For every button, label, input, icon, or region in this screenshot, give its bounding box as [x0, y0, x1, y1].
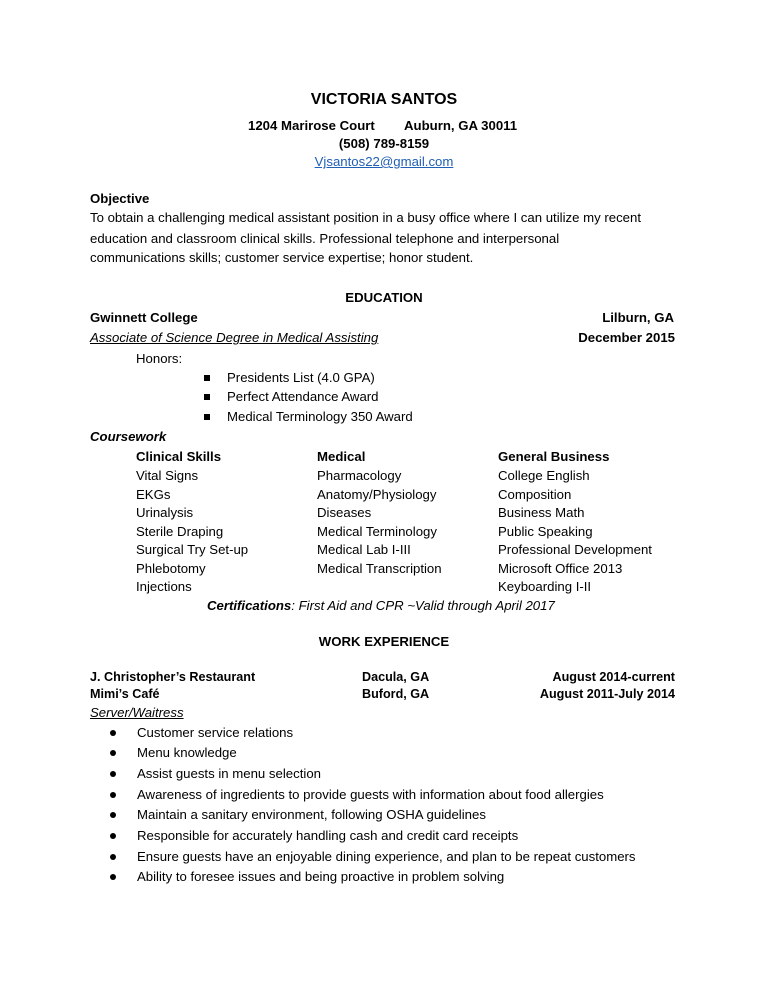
honor-item [204, 369, 375, 388]
address-city: Auburn, GA 30011 [404, 118, 518, 133]
honor-item [204, 408, 413, 427]
employment-dates: August 2011-July 2014 [539, 687, 675, 701]
square-bullet-icon [204, 375, 210, 381]
bullet-icon [110, 771, 116, 777]
duty-text: Customer service relations [137, 725, 294, 740]
bullet-icon [110, 812, 116, 818]
employment-dates: August 2014-current [552, 670, 675, 684]
duty-item [110, 827, 518, 846]
honors-label: Honors: [136, 351, 183, 366]
school-location: Lilburn, GA [602, 310, 674, 325]
course-item: Diseases [317, 505, 372, 520]
square-bullet-icon [204, 394, 210, 400]
objective-heading: Objective [90, 191, 150, 206]
honor-item [204, 388, 379, 407]
degree-title: Associate of Science Degree in Medical Assisting [90, 330, 379, 345]
school-name: Gwinnett College [90, 310, 198, 325]
honor-text: Presidents List (4.0 GPA) [227, 370, 375, 385]
employer-location: Dacula, GA [362, 670, 430, 684]
duty-item [110, 724, 293, 743]
role-title: Server/Waitress [90, 705, 184, 720]
course-item: Surgical Try Set-up [136, 542, 249, 557]
candidate-name: VICTORIA SANTOS [310, 91, 458, 108]
bullet-icon [110, 730, 116, 736]
course-item: Professional Development [498, 542, 652, 557]
bullet-icon [110, 792, 116, 798]
duty-item [110, 744, 237, 763]
employer-name: Mimi’s Café [90, 687, 160, 701]
duty-text: Maintain a sanitary environment, following OSHA guidelines [137, 807, 486, 822]
certifications-line [207, 597, 555, 616]
duty-item [110, 806, 486, 825]
course-item: College English [498, 468, 590, 483]
course-item: Injections [136, 579, 192, 594]
duty-text: Responsible for accurately handling cash and credit card receipts [137, 828, 519, 843]
course-item: Public Speaking [498, 524, 593, 539]
duty-text: Awareness of ingredients to provide guests with information about food allergies [137, 787, 604, 802]
employer-location: Buford, GA [362, 687, 430, 701]
course-item: Composition [498, 487, 572, 502]
course-item: Anatomy/Physiology [317, 487, 437, 502]
course-item: Microsoft Office 2013 [498, 561, 623, 576]
work-heading: WORK EXPERIENCE [318, 634, 450, 649]
phone-number: (508) 789-8159 [338, 136, 430, 151]
email-row [0, 153, 768, 172]
honor-text: Medical Terminology 350 Award [227, 409, 413, 424]
course-item: Sterile Draping [136, 524, 224, 539]
education-heading: EDUCATION [345, 290, 423, 305]
course-item: Medical Terminology [317, 524, 437, 539]
course-item: EKGs [136, 487, 171, 502]
degree-date: December 2015 [578, 330, 675, 345]
course-item: Medical Lab I-III [317, 542, 411, 557]
course-item: Vital Signs [136, 468, 199, 483]
duty-item [110, 848, 636, 867]
course-item: Pharmacology [317, 468, 402, 483]
course-item: Phlebotomy [136, 561, 206, 576]
square-bullet-icon [204, 414, 210, 420]
course-item: Keyboarding I-II [498, 579, 592, 594]
coursework-column-title: Clinical Skills [136, 449, 222, 464]
certifications-text: : First Aid and CPR ~Valid through April 2017 [291, 598, 555, 613]
email-link[interactable]: Vjsantos22@gmail.com [314, 154, 454, 169]
coursework-column-title: General Business [498, 449, 610, 464]
bullet-icon [110, 833, 116, 839]
honor-text: Perfect Attendance Award [227, 389, 379, 404]
certifications-label: Certifications [207, 598, 292, 613]
bullet-icon [110, 854, 116, 860]
duty-text: Assist guests in menu selection [137, 766, 321, 781]
duty-text: Menu knowledge [137, 745, 237, 760]
duty-text: Ensure guests have an enjoyable dining experience, and plan to be repeat customers [137, 849, 636, 864]
bullet-icon [110, 750, 116, 756]
coursework-label: Coursework [90, 429, 167, 444]
course-item: Business Math [498, 505, 585, 520]
duty-text: Ability to foresee issues and being proactive in problem solving [137, 869, 505, 884]
coursework-column-title: Medical [317, 449, 366, 464]
course-item: Urinalysis [136, 505, 194, 520]
duty-item [110, 868, 504, 887]
address-street: 1204 Marirose Court [248, 118, 375, 133]
bullet-icon [110, 874, 116, 880]
duty-item [110, 786, 604, 805]
duty-item [110, 765, 321, 784]
employer-name: J. Christopher’s Restaurant [90, 670, 256, 684]
objective-line: To obtain a challenging medical assistant position in a busy office where I can utilize my recent [90, 210, 642, 225]
objective-line: communications skills; customer service expertise; honor student. [90, 250, 474, 265]
course-item: Medical Transcription [317, 561, 442, 576]
objective-line: education and classroom clinical skills. Professional telephone and interpersonal [90, 231, 560, 246]
